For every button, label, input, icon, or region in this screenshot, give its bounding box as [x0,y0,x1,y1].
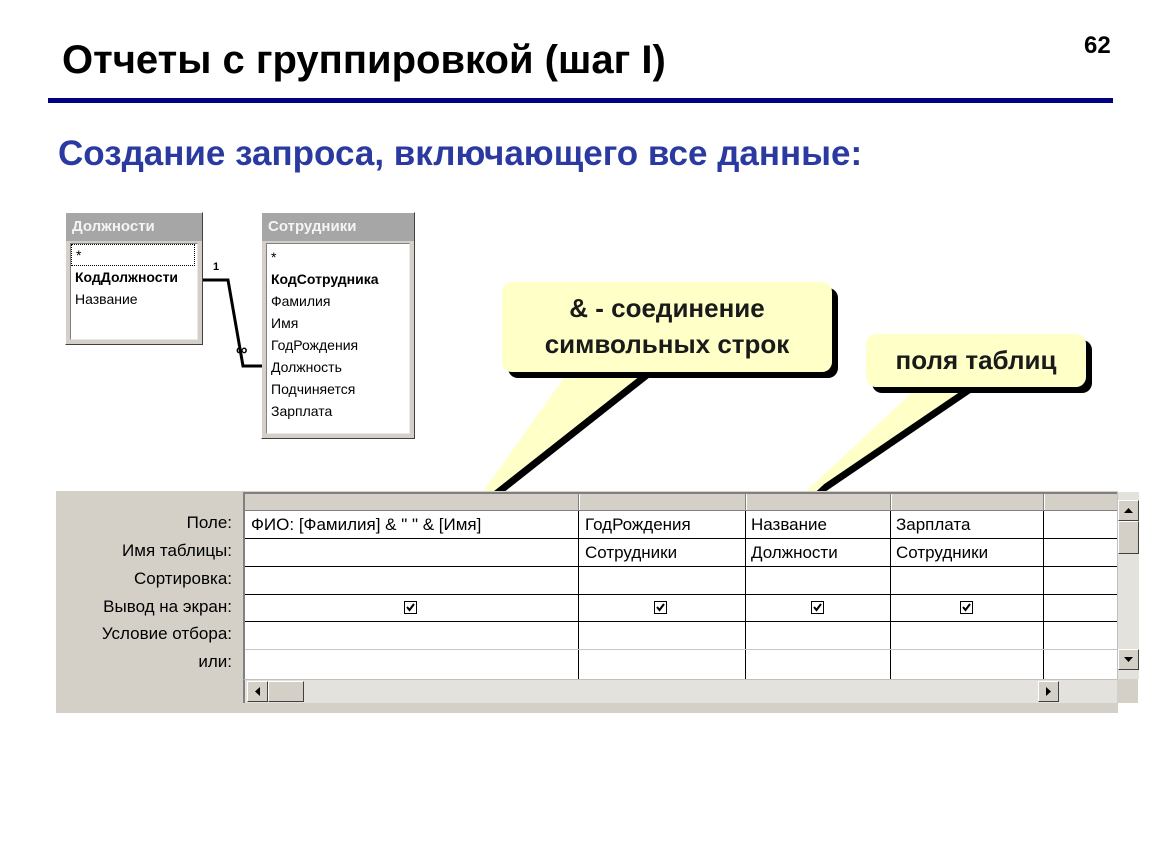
row-label-table: Имя таблицы: [122,541,232,560]
field-item[interactable]: КодСотрудника [271,271,379,287]
table-title-employees[interactable]: Сотрудники [262,213,414,241]
field-item[interactable]: * [271,249,277,265]
field-item[interactable]: Название [75,291,138,307]
show-checkbox[interactable] [811,601,824,614]
relation-one-label: 1 [213,261,220,273]
cell-field[interactable]: Название [751,515,827,534]
scroll-down-button[interactable] [1118,649,1139,670]
vertical-scrollbar[interactable] [1117,492,1139,679]
row-label-show: Вывод на экран: [103,597,232,616]
field-item[interactable]: Зарплата [271,403,333,419]
show-checkbox[interactable] [654,601,667,614]
callout-fields [866,334,1086,387]
cell-table[interactable]: Должности [751,543,838,562]
slide-subtitle: Создание запроса, включающего все данные: [58,134,863,173]
arrow-down-icon [1119,650,1138,669]
slide-title: Отчеты с группировкой (шаг I) [62,38,666,82]
row-label-field: Поле: [186,513,232,532]
field-item[interactable]: ГодРождения [271,337,359,353]
horizontal-scroll-thumb[interactable] [268,681,304,702]
cell-table[interactable]: Сотрудники [585,543,678,562]
cell-table[interactable]: Сотрудники [896,543,989,562]
show-checkbox[interactable] [960,601,973,614]
row-label-sort: Сортировка: [133,569,232,588]
cell-field[interactable]: Зарплата [896,515,971,534]
field-item[interactable]: Подчиняется [271,381,356,397]
horizontal-scrollbar[interactable] [243,679,1117,703]
callout-fields-text: поля таблиц [895,345,1057,375]
field-item[interactable]: * [71,244,195,266]
row-label-or: или: [198,652,232,671]
arrow-up-icon [1119,501,1138,520]
field-item[interactable]: Фамилия [271,293,331,309]
arrow-right-icon [1039,682,1058,701]
cell-field[interactable]: ФИО: [Фамилия] & " " & [Имя] [251,515,482,534]
scroll-up-button[interactable] [1118,500,1139,521]
field-item[interactable]: Должность [271,359,342,375]
table-title-positions[interactable]: Должности [66,213,202,241]
arrow-left-icon [248,682,267,701]
grid-area [243,492,1119,683]
page-number: 62 [1084,32,1111,59]
field-item[interactable]: КодДолжности [75,269,179,285]
scroll-right-button[interactable] [1038,681,1059,702]
scroll-left-button[interactable] [247,681,268,702]
row-label-criteria: Условие отбора: [101,624,232,643]
field-item[interactable]: Имя [271,315,299,331]
cell-field[interactable]: ГодРождения [585,515,691,534]
scroll-corner [1117,679,1138,703]
query-design-grid [56,491,1118,713]
relation-many-label: ∞ [236,342,248,359]
scroll-thumb[interactable] [1118,521,1139,554]
show-checkbox[interactable] [404,601,417,614]
callout-concat-line2: символьных строк [544,329,790,359]
column-selector-bar[interactable] [245,494,1119,511]
callout-concat-line1: & - соединение [569,293,765,323]
